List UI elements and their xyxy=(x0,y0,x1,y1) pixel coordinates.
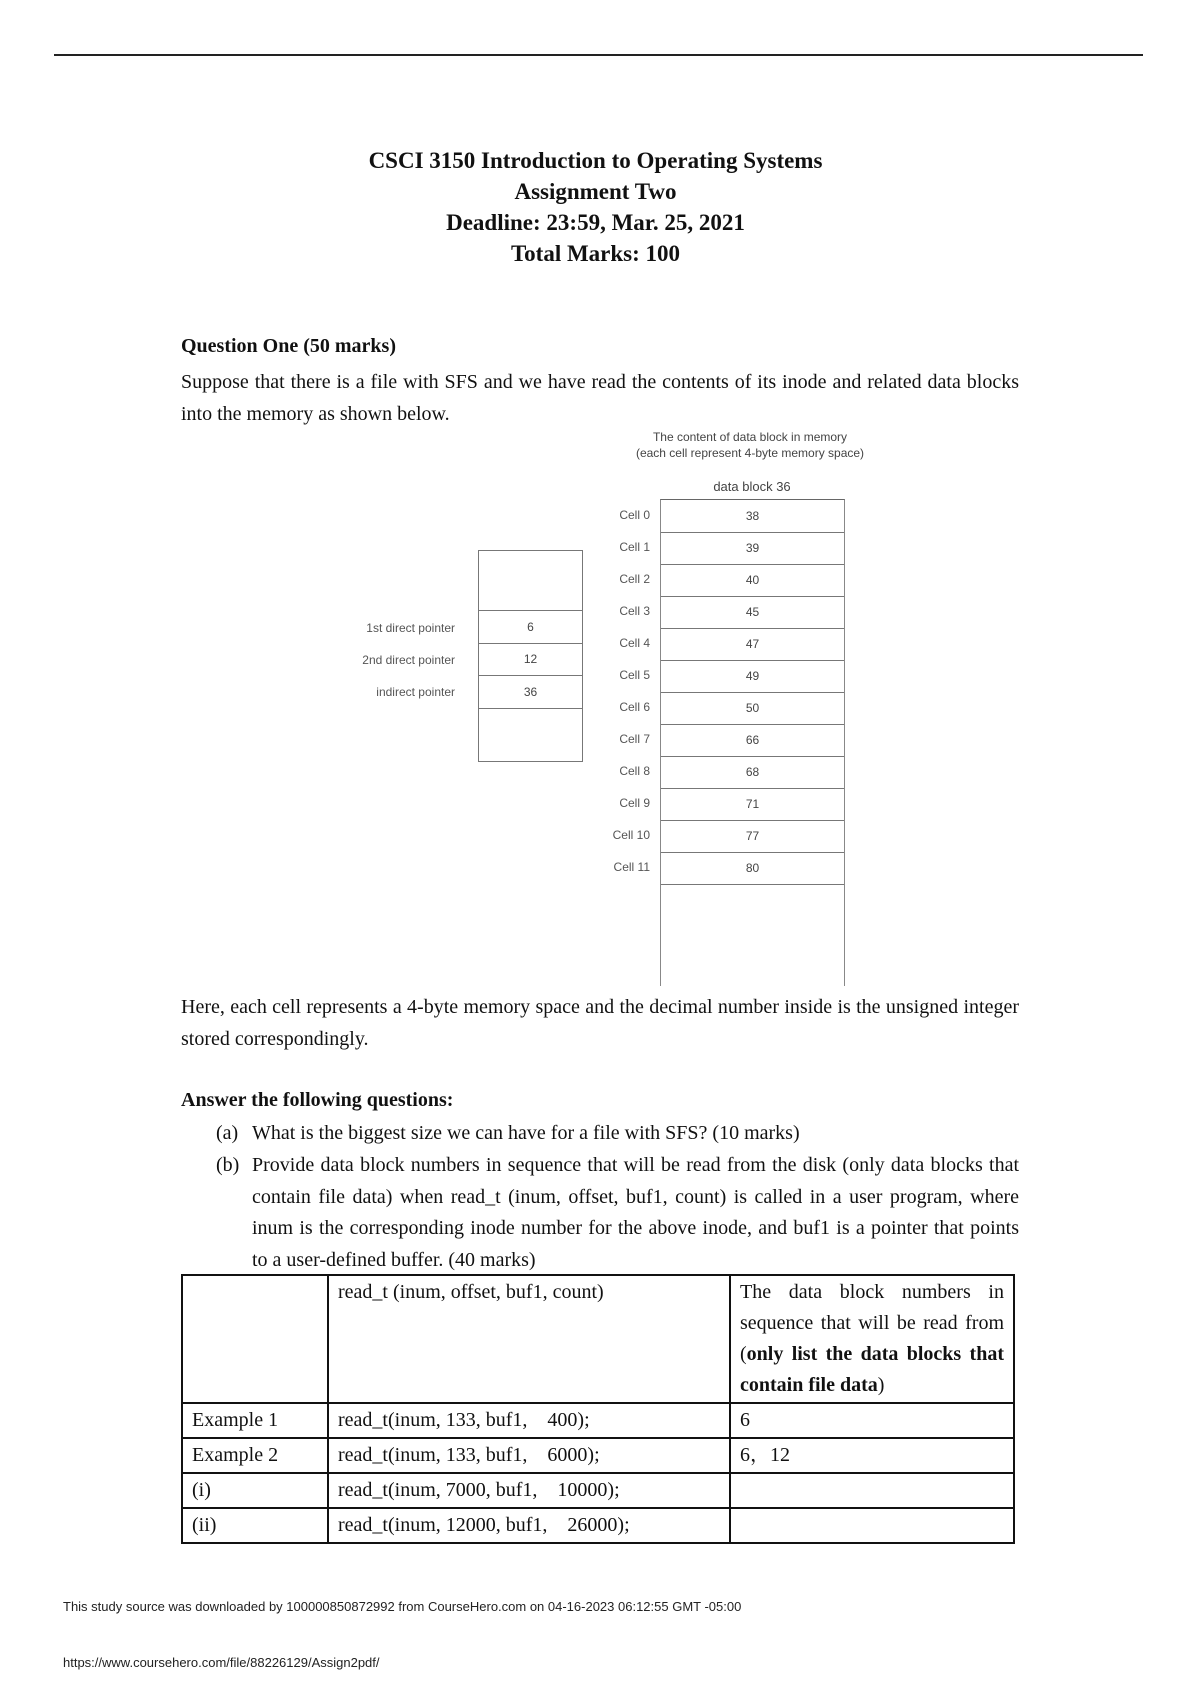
table-cell: read_t(inum, 7000, buf1, 10000); xyxy=(328,1473,730,1508)
table-cell: Example 1 xyxy=(182,1403,328,1438)
data-cell: 50 xyxy=(661,692,844,725)
sub-question-a-label: (a) xyxy=(216,1122,239,1144)
table-row xyxy=(182,1403,1014,1438)
cell-label: Cell 3 xyxy=(619,604,650,618)
data-cell: 40 xyxy=(661,564,844,597)
table-header-cell xyxy=(182,1275,328,1403)
data-cell: 71 xyxy=(661,788,844,821)
deadline: Deadline: 23:59, Mar. 25, 2021 xyxy=(446,210,745,235)
cell-label: Cell 7 xyxy=(619,732,650,746)
header-text: The data block numbers in sequence that will be read from ( xyxy=(740,1281,1004,1365)
question-title: Question One (50 marks) xyxy=(181,335,396,357)
data-cell: 66 xyxy=(661,724,844,757)
total-marks: Total Marks: 100 xyxy=(510,241,681,266)
table-cell: (ii) xyxy=(182,1508,328,1543)
table-cell xyxy=(730,1473,1014,1508)
table-header-cell xyxy=(730,1275,1014,1403)
sub-question-b xyxy=(216,1150,1019,1276)
table-cell: read_t(inum, 133, buf1, 6000); xyxy=(328,1438,730,1473)
data-cell: 77 xyxy=(661,820,844,853)
table-cell: 6 xyxy=(730,1403,1014,1438)
table-row xyxy=(182,1438,1014,1473)
course-title: CSCI 3150 Introduction to Operating Systems xyxy=(368,148,823,173)
data-cell: 39 xyxy=(661,532,844,565)
table-cell: read_t(inum, 12000, buf1, 26000); xyxy=(328,1508,730,1543)
diagram-caption-line2: (each cell represent 4-byte memory space) xyxy=(635,446,865,460)
pointer-label: 1st direct pointer xyxy=(366,621,455,635)
data-block-title: data block 36 xyxy=(713,479,791,494)
table-header-row xyxy=(182,1275,1014,1403)
data-cell: 47 xyxy=(661,628,844,661)
cell-label: Cell 11 xyxy=(613,860,650,874)
sub-question-b-label: (b) xyxy=(216,1154,240,1176)
answer-heading: Answer the following questions: xyxy=(181,1089,454,1111)
cell-label: Cell 6 xyxy=(619,700,650,714)
cell-label: Cell 10 xyxy=(612,828,650,842)
inode-pointer-value: 6 xyxy=(479,610,582,644)
figure-explanation: Here, each cell represents a 4-byte memory space and the decimal number inside is the unsigned integer stored correspondingly. xyxy=(181,996,1019,1050)
diagram-caption-line1: The content of data block in memory xyxy=(652,430,848,444)
cell-label: Cell 0 xyxy=(619,508,650,522)
question-intro: Suppose that there is a file with SFS and we have read the contents of its inode and related data blocks into the memory as shown below. xyxy=(181,371,1019,425)
cell-label: Cell 9 xyxy=(619,796,650,810)
table-row xyxy=(182,1473,1014,1508)
cell-label: Cell 2 xyxy=(619,572,650,586)
table-cell: (i) xyxy=(182,1473,328,1508)
sub-question-b-text: Provide data block numbers in sequence that will be read from the disk (only data blocks that contain file data) when read_t (inum, offset, buf1, count) is called in a user program, where inum is the corresponding inode number for the above inode, and buf1 is a pointer that points to a user-defined buffer. (40 marks) xyxy=(252,1154,1019,1271)
cell-label: Cell 5 xyxy=(619,668,650,682)
answer-table xyxy=(181,1274,1015,1544)
table-cell: 6，12 xyxy=(730,1438,1014,1473)
data-cell: 80 xyxy=(661,852,844,885)
assignment-title: Assignment Two xyxy=(514,179,677,204)
data-cell: 38 xyxy=(661,500,844,533)
header-text-close: ) xyxy=(877,1374,885,1396)
download-notice: This study source was downloaded by 100000850872992 from CourseHero.com on 04-16-2023 06:12:55 GMT -05:00 xyxy=(63,1599,742,1614)
source-url[interactable]: https://www.coursehero.com/file/88226129/Assign2pdf/ xyxy=(63,1655,380,1670)
data-cell: 45 xyxy=(661,596,844,629)
data-cell: 68 xyxy=(661,756,844,789)
cell-label: Cell 4 xyxy=(619,636,650,650)
table-header-cell: read_t (inum, offset, buf1, count) xyxy=(328,1275,730,1403)
table-cell: Example 2 xyxy=(182,1438,328,1473)
table-row xyxy=(182,1508,1014,1543)
cell-label: Cell 8 xyxy=(619,764,650,778)
header-bold-text: only list the data blocks that contain file data xyxy=(740,1343,1004,1396)
inode-pointer-value: 12 xyxy=(479,643,582,676)
data-cell: 49 xyxy=(661,660,844,693)
sub-question-a xyxy=(216,1118,1019,1150)
pointer-label: indirect pointer xyxy=(376,685,455,699)
sub-question-a-text: What is the biggest size we can have for a file with SFS? (10 marks) xyxy=(252,1122,800,1144)
table-cell: read_t(inum, 133, buf1, 400); xyxy=(328,1403,730,1438)
data-block-36 xyxy=(660,499,845,986)
cell-label: Cell 1 xyxy=(619,540,650,554)
inode-pointer-value: 36 xyxy=(479,676,582,709)
inode-box xyxy=(478,550,583,762)
table-cell xyxy=(730,1508,1014,1543)
pointer-label: 2nd direct pointer xyxy=(362,653,455,667)
